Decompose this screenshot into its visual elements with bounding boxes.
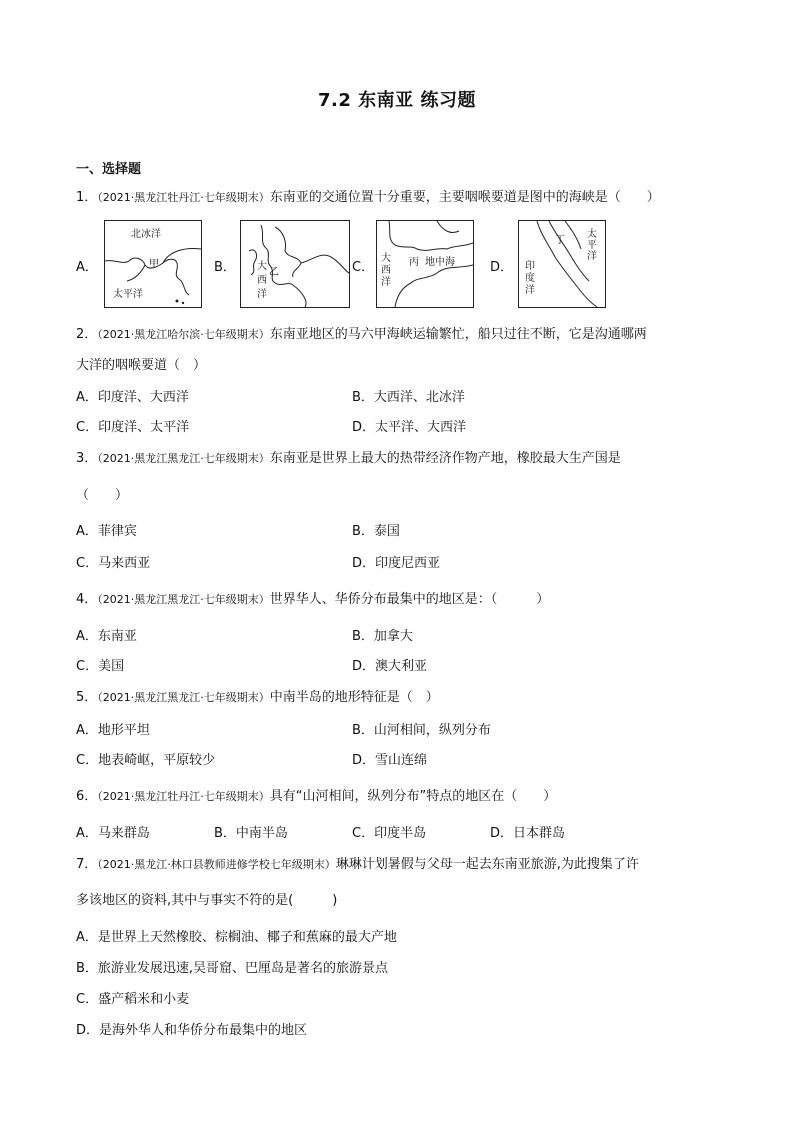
q3-option-b[interactable]: B．泰国 (352, 524, 400, 539)
q2-option-c[interactable]: C．印度洋、太平洋 (76, 420, 190, 435)
svg-text:度: 度 (525, 273, 535, 284)
q4-option-a[interactable]: A．东南亚 (76, 629, 137, 644)
section-heading: 一、选择题 (76, 162, 142, 177)
q7-option-c[interactable]: C．盛产稻米和小麦 (76, 992, 190, 1007)
question-number: 4． (76, 592, 98, 607)
question-number: 5． (76, 690, 98, 705)
svg-text:洋: 洋 (587, 251, 597, 262)
question-text: 中南半岛的地形特征是（ ） (269, 690, 439, 705)
q4-option-d[interactable]: D．澳大利亚 (352, 659, 428, 674)
svg-text:太: 太 (587, 229, 597, 240)
svg-text:西: 西 (257, 275, 267, 286)
page-title: 7.2 东南亚 练习题 (318, 90, 476, 111)
q1-map-options (76, 220, 676, 310)
q7-option-b[interactable]: B．旅游业发展迅速,吴哥窟、巴厘岛是著名的旅游景点 (76, 961, 389, 976)
svg-text:丙: 丙 (409, 257, 419, 268)
question-number: 3． (76, 451, 98, 466)
question-text: 琳琳计划暑假与父母一起去东南亚旅游,为此搜集了许 (335, 857, 639, 872)
question-2 (76, 323, 647, 342)
option-d-label[interactable]: D． (490, 260, 514, 275)
question-text: 东南亚地区的马六甲海峡运输繁忙，船只过往不断，它是沟通哪两 (269, 327, 647, 342)
question-text: 东南亚的交通位置十分重要，主要咽喉要道是图中的海峡是（ ） (269, 190, 660, 205)
q2-option-b[interactable]: B．大西洋、北冰洋 (352, 390, 465, 405)
svg-text:洋: 洋 (257, 289, 267, 300)
svg-text:乙: 乙 (269, 267, 279, 278)
question-1 (76, 186, 660, 205)
svg-text:丁: 丁 (555, 235, 565, 246)
svg-text:大: 大 (381, 253, 391, 264)
question-number: 7． (76, 857, 98, 872)
q6-option-b[interactable]: B．中南半岛 (214, 826, 288, 841)
q4-option-c[interactable]: C．美国 (76, 659, 125, 674)
question-source: （2021·黑龙江牡丹江·七年级期末） (97, 790, 270, 803)
map-b[interactable] (240, 220, 350, 308)
q3-option-c[interactable]: C．马来西亚 (76, 556, 151, 571)
q2-option-a[interactable]: A．印度洋、大西洋 (76, 390, 189, 405)
q6-option-a[interactable]: A．马来群岛 (76, 826, 150, 841)
q5-option-a[interactable]: A．地形平坦 (76, 723, 150, 738)
question-2-cont: 大洋的咽喉要道（ ） (76, 358, 207, 373)
q7-option-a[interactable]: A．是世界上天然橡胶、棕榈油、椰子和蕉麻的最大产地 (76, 930, 397, 945)
q5-option-b[interactable]: B．山河相间，纵列分布 (352, 723, 491, 738)
svg-text:西: 西 (381, 265, 391, 276)
question-6 (76, 785, 556, 804)
svg-text:平: 平 (587, 240, 597, 251)
question-text: 具有“山河相间，纵列分布”特点的地区在（ ） (269, 789, 557, 804)
option-c-label[interactable]: C． (352, 260, 375, 275)
svg-text:印: 印 (525, 261, 535, 272)
map-label: 太平洋 (113, 289, 143, 300)
question-source: （2021·黑龙江·林口县教师进修学校七年级期末） (97, 858, 336, 871)
question-5 (76, 686, 439, 705)
question-7-cont: 多该地区的资料,其中与事实不符的是( ) (76, 893, 338, 908)
q5-option-d[interactable]: D．雪山连绵 (352, 753, 428, 768)
q6-option-d[interactable]: D．日本群岛 (490, 826, 566, 841)
q3-option-a[interactable]: A．菲律宾 (76, 524, 137, 539)
question-number: 2． (76, 327, 98, 342)
question-4 (76, 588, 549, 607)
map-d[interactable] (518, 220, 606, 308)
question-number: 1． (76, 190, 98, 205)
svg-text:大: 大 (257, 261, 267, 272)
question-number: 6． (76, 789, 98, 804)
option-b-label[interactable]: B． (214, 260, 236, 275)
map-label: 北冰洋 (131, 229, 161, 240)
option-a-label[interactable]: A． (76, 260, 98, 275)
question-7 (76, 853, 639, 872)
q2-option-d[interactable]: D．太平洋、大西洋 (352, 420, 467, 435)
question-3 (76, 447, 621, 466)
q3-option-d[interactable]: D．印度尼西亚 (352, 556, 441, 571)
map-label: 甲 (149, 259, 159, 270)
q7-option-d[interactable]: D．是海外华人和华侨分布最集中的地区 (76, 1023, 308, 1038)
map-c[interactable] (376, 220, 474, 308)
question-text: 世界华人、华侨分布最集中的地区是：（ ） (269, 592, 550, 607)
question-3-cont: （ ） (76, 488, 129, 503)
q5-option-c[interactable]: C．地表崎岖，平原较少 (76, 753, 216, 768)
svg-text:洋: 洋 (525, 285, 535, 296)
question-text: 东南亚是世界上最大的热带经济作物产地，橡胶最大生产国是 (269, 451, 621, 466)
question-source: （2021·黑龙江黑龙江·七年级期末） (97, 593, 270, 606)
map-a[interactable] (104, 220, 202, 308)
q4-option-b[interactable]: B．加拿大 (352, 629, 413, 644)
question-source: （2021·黑龙江黑龙江·七年级期末） (97, 691, 270, 704)
q6-option-c[interactable]: C．印度半岛 (352, 826, 427, 841)
svg-text:洋: 洋 (381, 277, 391, 288)
svg-text:地中海: 地中海 (425, 257, 455, 268)
question-source: （2021·黑龙江哈尔滨·七年级期末） (97, 328, 270, 341)
question-source: （2021·黑龙江黑龙江·七年级期末） (97, 452, 270, 465)
question-source: （2021·黑龙江牡丹江·七年级期末） (97, 191, 270, 204)
